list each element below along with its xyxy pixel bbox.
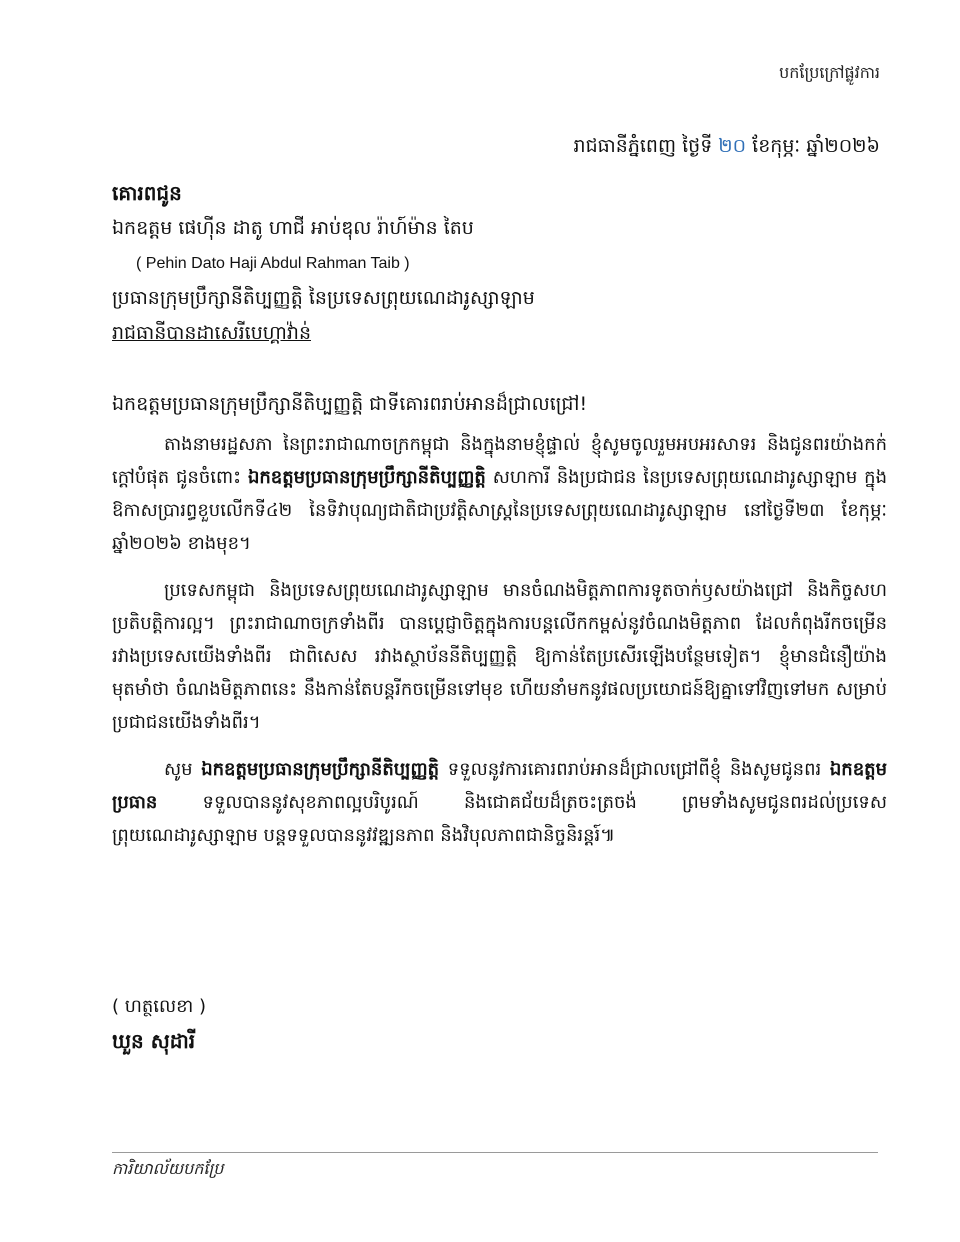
unofficial-translation-label: បកប្រែក្រៅផ្លូវការ	[779, 63, 880, 82]
recipient-title: ប្រធានក្រុមប្រឹក្សានីតិប្បញ្ញត្តិ នៃប្រទេសព្រុយណេដារូស្សាឡាម	[112, 287, 535, 309]
date-prefix: រាជធានីភ្នំពេញ ថ្ងៃទី	[573, 135, 719, 157]
to-label: គោរពជូន	[112, 181, 182, 205]
recipient-name-latin: ( Pehin Dato Haji Abdul Rahman Taib )	[136, 255, 410, 272]
paragraph-1-text-a: តាងនាមរដ្ឋសភា នៃព្រះរាជាណាចក្រកម្ពុជា និងក្នុងនាមខ្ញុំផ្ទាល់ ខ្ញុំសូមចូលរួមអបអរសាទរ និងជូនពរយ៉ាងកក់ក្តៅបំផុត ជូនចំពោះ	[112, 434, 887, 488]
paragraph-2: ប្រទេសកម្ពុជា និងប្រទេសព្រុយណេដារូស្សាឡាម មានចំណងមិត្តភាពការទូតចាក់ឫសយ៉ាងជ្រៅ និងកិច្ចសហប្រតិបត្តិការល្អ។ ព្រះរាជាណាចក្រទាំងពីរ បានប្តេជ្ញាចិត្តក្នុងការបន្តលើកកម្ពស់នូវចំណងមិត្តភាព ដែលកំពុងរីកចម្រើន រវាងប្រទេសយើងទាំងពីរ ជាពិសេស រវាងស្ថាប័ននីតិប្បញ្ញត្តិ ឱ្យកាន់តែប្រសើរឡើងបន្ថែមទៀត។ ខ្ញុំមានជំនឿយ៉ាងមុតមាំថា ចំណងមិត្តភាពនេះ នឹងកាន់តែបន្តរីកចម្រើនទៅមុខ ហើយនាំមកនូវផលប្រយោជន៍ឱ្យគ្នាទៅវិញទៅមក សម្រាប់ប្រជាជនយើងទាំងពីរ។	[112, 580, 887, 733]
paragraph-3	[112, 753, 887, 852]
paragraph-3-bold-d: ឯកឧត្តមប្រធាន	[112, 759, 887, 813]
signature-block	[112, 990, 206, 1058]
recipient-city: រាជធានីបានដាសេរីបេហ្គាវ៉ាន់	[112, 322, 311, 344]
footer-divider	[112, 1152, 878, 1153]
paragraph-3-text-e: ទទួលបាននូវសុខភាពល្អបរិបូរណ៍ និងជោគជ័យដ៏ត្រចះត្រចង់ ព្រមទាំងសូមជូនពរដល់ប្រទេសព្រុយណេដារូស្សាឡាម បន្តទទួលបាននូវវឌ្ឍនភាព និងវិបុលភាពជានិច្ចនិរន្តរ៍៕	[112, 792, 887, 846]
signature-note: ( ហត្ថលេខា )	[112, 996, 207, 1017]
paragraph-1-text-c: សហការី និងប្រជាជន នៃប្រទេសព្រុយណេដារូស្សាឡាម ក្នុងឱកាសប្រារព្ធខួបលើកទី៤២ នៃទិវាបុណ្យជាតិជាប្រវត្តិសាស្ត្រនៃប្រទេសព្រុយណេដារូស្សាឡាម នៅថ្ងៃទី២៣ ខែកុម្ភៈ ឆ្នាំ២០២៦ ខាងមុខ។	[112, 467, 887, 554]
paragraph-3-bold-b: ឯកឧត្តមប្រធានក្រុមប្រឹក្សានីតិប្បញ្ញត្តិ	[201, 759, 440, 780]
recipient-name-khmer: ឯកឧត្តម ផេហ៊ីន ដាតូ ហាជី អាប់ឌុល រ៉ាហ៍ម៉ាន តៃប	[112, 217, 474, 239]
salutation: ឯកឧត្តមប្រធានក្រុមប្រឹក្សានីតិប្បញ្ញត្តិ ជាទីគោរពរាប់អានដ៏ជ្រាលជ្រៅ!	[112, 393, 588, 415]
paragraph-1-bold: ឯកឧត្តមប្រធានក្រុមប្រឹក្សានីតិប្បញ្ញត្តិ	[247, 467, 486, 488]
date-line	[574, 134, 880, 162]
paragraph-1	[112, 428, 887, 560]
paragraph-3-text-c: ទទួលនូវការគោរពរាប់អានដ៏ជ្រាលជ្រៅពីខ្ញុំ និងសូមជូនពរ	[439, 759, 830, 780]
footer-office-label: ការិយាល័យបកប្រែ	[112, 1159, 224, 1178]
paragraph-3-text-a: សូម	[164, 759, 202, 780]
date-suffix: ខែកុម្ភៈ ឆ្នាំ២០២៦	[746, 135, 880, 157]
letter-body	[112, 428, 887, 866]
recipient-block	[112, 176, 892, 351]
date-day: ២០	[718, 135, 747, 157]
signatory-name: ឃួន សុដារី	[112, 1029, 196, 1053]
